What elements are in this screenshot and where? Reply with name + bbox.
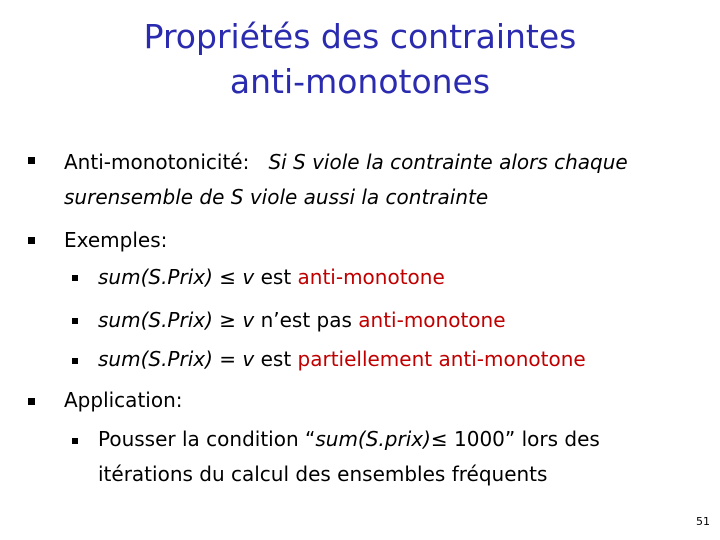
application-formula: sum(S.prix) [315,427,431,451]
sub-bullet-square-icon [72,275,78,281]
bullet-square-icon [28,398,35,405]
example-formula: sum(S.Prix) = v [98,347,255,371]
example-formula: sum(S.Prix) ≥ v [98,308,255,332]
bullet-square-icon [28,157,35,164]
application-item-line-2: itérations du calcul des ensembles fréquents [98,462,548,486]
example-highlight: anti-monotone [358,308,506,332]
definition-line-1: Si S viole la contrainte alors chaque [268,150,628,174]
anti-monotonicite-label: Anti-monotonicité: [64,150,250,174]
application-text-1: Pousser la condition “ [98,427,316,451]
example-item [98,347,586,371]
application-text-2: ≤ 1000” lors des [430,427,600,451]
example-text: est [254,265,298,289]
example-item [98,308,506,332]
sub-bullet-square-icon [72,358,78,364]
example-text: est [254,347,298,371]
bullet-square-icon [28,237,35,244]
title-line-2: anti-monotones [229,62,491,101]
sub-bullet-square-icon [72,438,78,444]
example-text: n’est pas [254,308,359,332]
example-formula: sum(S.Prix) ≤ v [98,265,255,289]
definition-line-2: surensemble de S viole aussi la contrainte [64,185,489,209]
application-label: Application: [64,388,183,412]
example-highlight: partiellement anti-monotone [297,347,586,371]
exemples-label: Exemples: [64,228,168,252]
bullet-anti-monotonicite [64,150,628,174]
sub-bullet-square-icon [72,318,78,324]
example-item [98,265,445,289]
application-item-line-1 [98,427,600,451]
title-line-1: Propriétés des contraintes [143,17,577,56]
slide-title [0,14,720,104]
example-highlight: anti-monotone [297,265,445,289]
page-number: 51 [696,515,710,528]
